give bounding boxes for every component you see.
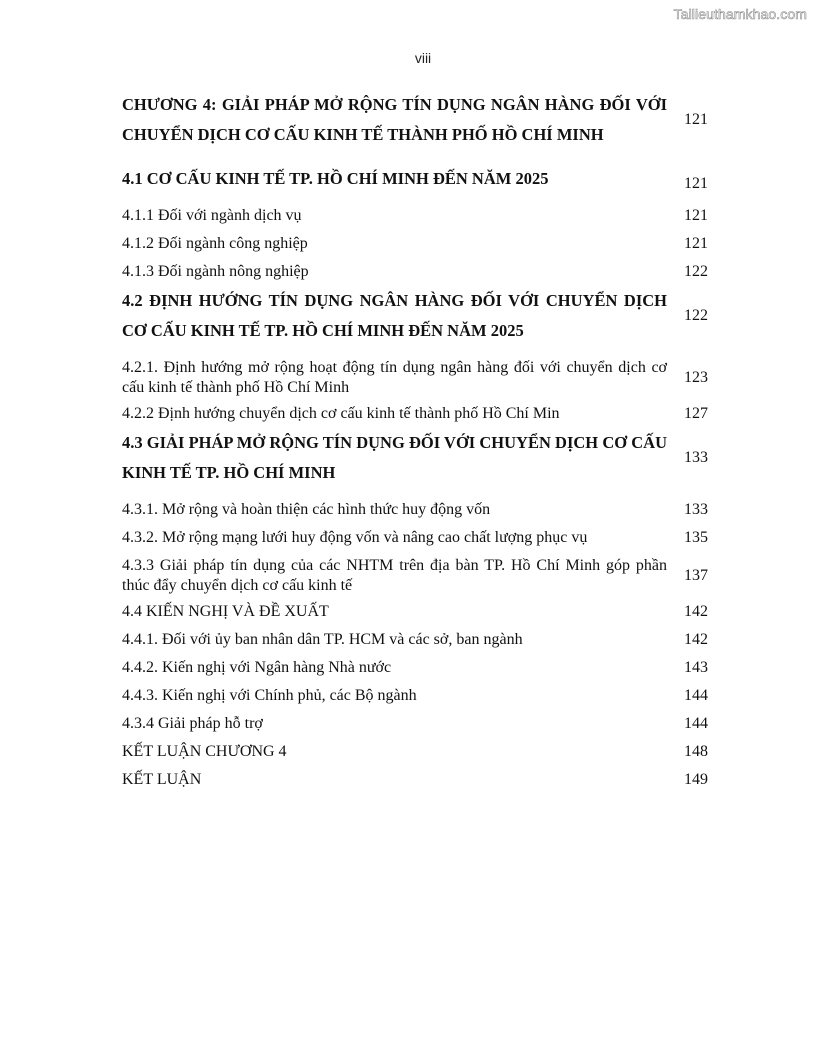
toc-entry-4-4-3[interactable]	[122, 682, 708, 710]
toc-entry-4-3-2[interactable]	[122, 524, 708, 552]
toc-entry-page: 133	[684, 449, 708, 466]
toc-entry-chapter-4[interactable]	[122, 90, 708, 150]
toc-entry-page: 143	[684, 659, 708, 676]
toc-entry-page: 144	[684, 715, 708, 732]
toc-entry-title: 4.3.1. Mở rộng và hoàn thiện các hình thức huy động vốn	[122, 501, 491, 518]
toc-entry-page: 142	[684, 603, 708, 620]
watermark: Tailieuthamkhao.com	[673, 6, 807, 22]
toc-entry-title: 4.2.2 Định hướng chuyển dịch cơ cấu kinh tế thành phố Hồ Chí Min	[122, 405, 560, 422]
toc-entry-4-4-2[interactable]	[122, 654, 708, 682]
table-of-contents	[122, 90, 708, 794]
toc-entry-page: 121	[684, 235, 708, 252]
toc-entry-title: 4.2.1. Định hướng mở rộng hoạt động tín dụng ngân hàng đối với chuyển dịch cơ cấu kinh tế thành phố Hồ Chí Minh	[122, 359, 667, 396]
toc-entry-4-2[interactable]	[122, 286, 708, 346]
toc-entry-page: 122	[684, 263, 708, 280]
toc-entry-4-1-1[interactable]	[122, 202, 708, 230]
toc-entry-4-3[interactable]	[122, 428, 708, 488]
toc-entry-title: 4.1.2 Đối ngành công nghiệp	[122, 235, 308, 252]
toc-entry-4-3-1[interactable]	[122, 496, 708, 524]
toc-entry-page: 148	[684, 743, 708, 760]
toc-entry-title: 4.2 ĐỊNH HƯỚNG TÍN DỤNG NGÂN HÀNG ĐỐI VỚI CHUYỂN DỊCH CƠ CẤU KINH TẾ TP. HỒ CHÍ MINH ĐẾN NĂM 2025	[122, 291, 667, 340]
toc-entry-page: 127	[684, 405, 708, 422]
toc-entry-title: 4.3.2. Mở rộng mạng lưới huy động vốn và nâng cao chất lượng phục vụ	[122, 529, 588, 546]
toc-entry-page: 149	[684, 771, 708, 788]
toc-entry-page: 142	[684, 631, 708, 648]
toc-entry-page: 137	[684, 567, 708, 584]
toc-entry-4-3-4[interactable]	[122, 710, 708, 738]
toc-entry-conclusion[interactable]	[122, 766, 708, 794]
toc-entry-title: 4.1.3 Đối ngành nông nghiệp	[122, 263, 309, 280]
toc-entry-title: 4.3.3 Giải pháp tín dụng của các NHTM trên địa bàn TP. Hồ Chí Minh góp phần thúc đẩy chuyển dịch cơ cấu kinh tế	[122, 557, 667, 594]
toc-entry-title: KẾT LUẬN CHƯƠNG 4	[122, 743, 287, 760]
toc-entry-title: 4.4 KIẾN NGHỊ VÀ ĐỀ XUẤT	[122, 603, 329, 620]
toc-entry-page: 135	[684, 529, 708, 546]
toc-entry-4-1-3[interactable]	[122, 258, 708, 286]
toc-entry-4-4[interactable]	[122, 598, 708, 626]
toc-entry-page: 121	[684, 111, 708, 128]
toc-entry-chapter-4-conclusion[interactable]	[122, 738, 708, 766]
toc-entry-page: 123	[684, 369, 708, 386]
toc-entry-title: KẾT LUẬN	[122, 771, 202, 788]
toc-entry-page: 122	[684, 307, 708, 324]
toc-entry-page: 144	[684, 687, 708, 704]
toc-entry-4-1[interactable]	[122, 160, 708, 198]
toc-entry-title: 4.4.3. Kiến nghị với Chính phủ, các Bộ ngành	[122, 687, 417, 704]
toc-entry-title: 4.3 GIẢI PHÁP MỞ RỘNG TÍN DỤNG ĐỐI VỚI CHUYỂN DỊCH CƠ CẤU KINH TẾ TP. HỒ CHÍ MINH	[122, 433, 667, 482]
toc-entry-title: 4.4.2. Kiến nghị với Ngân hàng Nhà nước	[122, 659, 392, 676]
toc-entry-title: CHƯƠNG 4: GIẢI PHÁP MỞ RỘNG TÍN DỤNG NGÂN HÀNG ĐỐI VỚI CHUYỂN DỊCH CƠ CẤU KINH TẾ THÀNH PHỐ HỒ CHÍ MINH	[122, 95, 667, 144]
toc-entry-4-3-3[interactable]	[122, 556, 708, 596]
toc-entry-page: 133	[684, 501, 708, 518]
toc-entry-title: 4.1.1 Đối với ngành dịch vụ	[122, 207, 302, 224]
toc-entry-4-1-2[interactable]	[122, 230, 708, 258]
toc-entry-title: 4.1 CƠ CẤU KINH TẾ TP. HỒ CHÍ MINH ĐẾN NĂM 2025	[122, 169, 549, 188]
toc-entry-4-4-1[interactable]	[122, 626, 708, 654]
toc-entry-4-2-1[interactable]	[122, 358, 708, 398]
toc-entry-4-2-2[interactable]	[122, 400, 708, 428]
page-number: viii	[414, 50, 432, 66]
toc-entry-page: 121	[684, 174, 708, 192]
toc-entry-title: 4.4.1. Đối với ủy ban nhân dân TP. HCM và các sở, ban ngành	[122, 631, 523, 648]
toc-entry-page: 121	[684, 207, 708, 224]
toc-entry-title: 4.3.4 Giải pháp hỗ trợ	[122, 715, 263, 732]
